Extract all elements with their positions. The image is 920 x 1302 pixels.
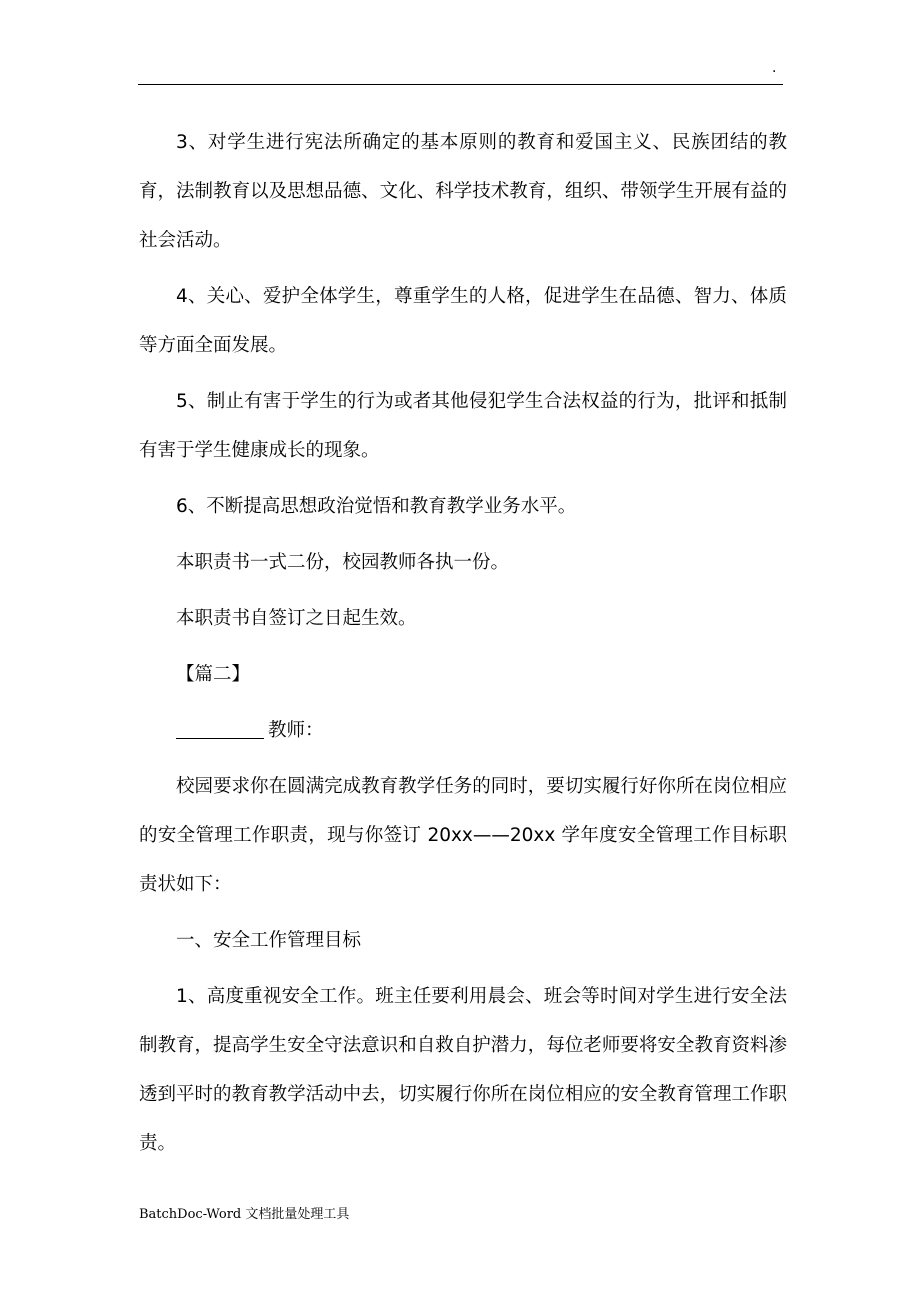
teacher-salutation: [139, 706, 787, 755]
paragraph-item-4: 4、关心、爱护全体学生，尊重学生的人格，促进学生在品德、智力、体质等方面全面发展。: [139, 286, 787, 356]
section-heading-safety-goals: 一、安全工作管理目标: [176, 930, 362, 951]
name-blank-line: [176, 718, 264, 739]
header-rule: [138, 84, 783, 85]
paragraph-safety-item-1: 1、高度重视安全工作。班主任要利用晨会、班会等时间对学生进行安全法制教育，提高学生安全守法意识和自救自护潜力，每位老师要将安全教育资料渗透到平时的教育教学活动中去，切实履行你所在岗位相应的安全教育管理工作职责。: [139, 986, 787, 1154]
teacher-label: 教师：: [268, 720, 324, 741]
paragraph-intro: 校园要求你在圆满完成教育教学任务的同时，要切实履行好你所在岗位相应的安全管理工作职责，现与你签订 20xx——20xx 学年度安全管理工作目标职责状如下：: [139, 776, 787, 895]
section-heading-part-two: 【篇二】: [176, 664, 251, 685]
document-body: [139, 118, 787, 1175]
paragraph-copies: 本职责书一式二份，校园教师各执一份。: [176, 552, 510, 573]
paragraph-effective: 本职责书自签订之日起生效。: [176, 608, 417, 629]
footer-text: BatchDoc-Word 文档批量处理工具: [139, 1207, 350, 1222]
paragraph-item-3: 3、对学生进行宪法所确定的基本原则的教育和爱国主义、民族团结的教育，法制教育以及思想品德、文化、科学技术教育，组织、带领学生开展有益的社会活动。: [139, 132, 787, 251]
header-marker: .: [772, 60, 777, 76]
paragraph-item-6: 6、不断提高思想政治觉悟和教育教学业务水平。: [176, 496, 577, 517]
paragraph-item-5: 5、制止有害于学生的行为或者其他侵犯学生合法权益的行为，批评和抵制有害于学生健康成长的现象。: [139, 391, 787, 461]
